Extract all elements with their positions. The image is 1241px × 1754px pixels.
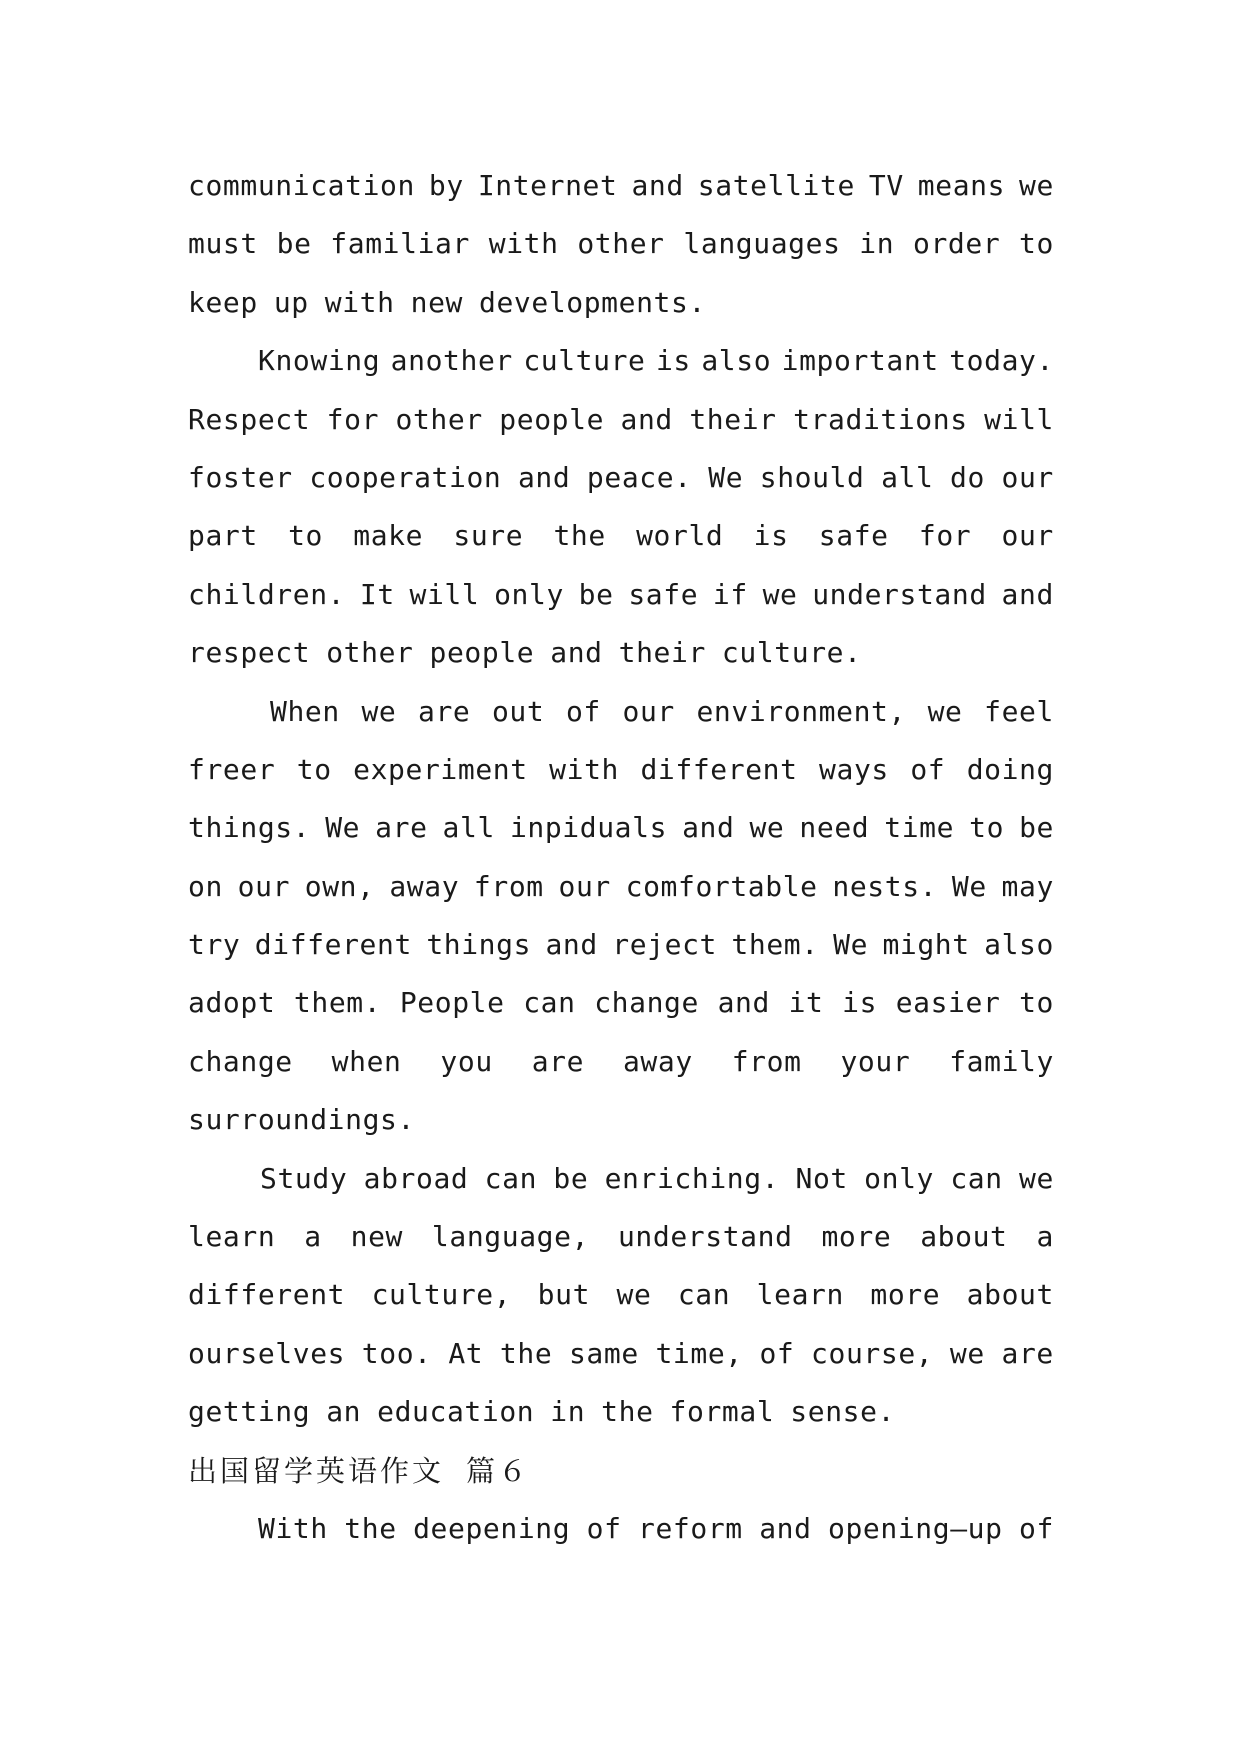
text-line bbox=[188, 741, 1054, 799]
word: a bbox=[1036, 1220, 1054, 1254]
text-line bbox=[188, 1150, 1054, 1208]
word: means bbox=[917, 169, 1006, 202]
word: languages bbox=[683, 227, 841, 261]
word: but bbox=[537, 1278, 591, 1312]
word: you bbox=[440, 1044, 493, 1078]
word: can bbox=[484, 1161, 538, 1195]
word: when bbox=[331, 1044, 402, 1078]
word: can bbox=[950, 1161, 1003, 1195]
word: reject bbox=[612, 928, 717, 962]
text-line bbox=[188, 624, 1054, 682]
word: learn bbox=[756, 1278, 844, 1312]
word: is bbox=[753, 519, 789, 553]
word: their bbox=[618, 636, 706, 670]
word: and bbox=[631, 169, 684, 202]
word: up bbox=[273, 285, 309, 319]
word: be bbox=[1019, 811, 1054, 845]
word: and bbox=[517, 460, 571, 494]
word: are bbox=[1001, 1336, 1054, 1370]
word: be bbox=[276, 227, 312, 261]
document-body bbox=[188, 157, 1054, 1558]
word: Respect bbox=[188, 402, 311, 436]
word: from bbox=[731, 1044, 802, 1078]
text-line bbox=[188, 332, 1054, 390]
word: foster bbox=[188, 460, 293, 494]
word: we bbox=[1019, 1161, 1054, 1195]
word: need bbox=[799, 811, 870, 845]
word: safe bbox=[628, 577, 699, 611]
word: safe bbox=[818, 519, 889, 553]
word: for bbox=[918, 519, 972, 553]
word: time, bbox=[655, 1336, 743, 1370]
word: nests. bbox=[832, 869, 938, 903]
word: other bbox=[577, 227, 665, 261]
word: to bbox=[296, 752, 332, 786]
word: for bbox=[326, 402, 380, 436]
word: formal bbox=[669, 1395, 775, 1429]
word: to bbox=[288, 519, 324, 553]
text-line bbox=[188, 1266, 1054, 1324]
word: getting bbox=[188, 1395, 311, 1429]
word: we bbox=[361, 694, 397, 728]
word: Study bbox=[260, 1161, 348, 1195]
text-line bbox=[188, 1383, 1054, 1441]
word: ways bbox=[819, 752, 889, 786]
word: We bbox=[325, 811, 361, 845]
word: out bbox=[491, 694, 545, 728]
word: People bbox=[399, 986, 505, 1020]
text-line bbox=[188, 215, 1054, 273]
word: traditions bbox=[793, 402, 968, 436]
word: and bbox=[682, 811, 735, 845]
word: we bbox=[749, 811, 785, 845]
word: also bbox=[984, 928, 1054, 962]
word: we bbox=[949, 1336, 985, 1370]
word: doing bbox=[966, 752, 1054, 786]
word: your bbox=[840, 1044, 911, 1078]
word: make bbox=[353, 519, 424, 553]
text-line bbox=[188, 1500, 1054, 1558]
word: from bbox=[473, 869, 544, 903]
word: all bbox=[442, 811, 495, 845]
word: comfortable bbox=[625, 869, 818, 903]
word: to bbox=[969, 811, 1005, 845]
word: be bbox=[578, 577, 614, 611]
word: with bbox=[324, 285, 395, 319]
word: culture bbox=[523, 344, 646, 378]
word: enriching. bbox=[604, 1161, 780, 1195]
word: 出国留学英语作文 bbox=[188, 1453, 445, 1488]
word: of bbox=[565, 694, 601, 728]
word: children. bbox=[188, 577, 346, 611]
word: our bbox=[622, 694, 675, 728]
text-line bbox=[188, 157, 1054, 215]
word: will bbox=[409, 577, 480, 611]
word: more bbox=[870, 1278, 941, 1312]
text-line bbox=[188, 1091, 1054, 1149]
word: deepening bbox=[413, 1511, 571, 1545]
word: We bbox=[951, 869, 987, 903]
word: the bbox=[344, 1511, 397, 1545]
word: important bbox=[781, 344, 939, 378]
word: the bbox=[499, 1336, 553, 1370]
word: try bbox=[188, 928, 241, 962]
word: different bbox=[188, 1278, 346, 1312]
word: culture. bbox=[721, 636, 862, 670]
word: are bbox=[417, 694, 471, 728]
word: With bbox=[258, 1511, 328, 1545]
word: course, bbox=[811, 1336, 934, 1370]
word: new bbox=[410, 285, 463, 319]
word: of bbox=[759, 1336, 795, 1370]
word: we bbox=[927, 694, 963, 728]
section-heading bbox=[188, 1442, 1054, 1500]
word: opening—up bbox=[828, 1511, 1003, 1545]
word: peace. bbox=[586, 460, 692, 494]
word: cooperation bbox=[309, 460, 502, 494]
word: Internet bbox=[477, 169, 618, 202]
word: away bbox=[389, 869, 460, 903]
word: in bbox=[859, 227, 895, 261]
word: ourselves bbox=[188, 1336, 346, 1370]
word: our bbox=[558, 869, 611, 903]
word: reform bbox=[638, 1511, 743, 1545]
word: respect bbox=[188, 636, 311, 670]
word: can bbox=[677, 1278, 731, 1312]
word: in bbox=[550, 1395, 586, 1429]
word: more bbox=[821, 1220, 892, 1254]
word: our bbox=[1001, 519, 1054, 553]
word: might bbox=[882, 928, 970, 962]
word: away bbox=[622, 1044, 693, 1078]
text-line bbox=[188, 683, 1054, 741]
word: if bbox=[712, 577, 748, 611]
word: adopt bbox=[188, 986, 276, 1020]
text-line bbox=[188, 391, 1054, 449]
word: with bbox=[549, 752, 619, 786]
word: and bbox=[717, 986, 770, 1020]
word: of bbox=[586, 1511, 622, 1545]
word: communication bbox=[188, 169, 415, 202]
word: today. bbox=[949, 344, 1054, 378]
word: to bbox=[1019, 227, 1054, 261]
word: familiar bbox=[330, 227, 470, 261]
word: by bbox=[428, 169, 464, 202]
word: of bbox=[910, 752, 946, 786]
word: satellite bbox=[697, 169, 855, 202]
word: We bbox=[833, 928, 869, 962]
word: about bbox=[966, 1278, 1054, 1312]
word: learn bbox=[188, 1220, 276, 1254]
word: education bbox=[377, 1395, 535, 1429]
word: At bbox=[448, 1336, 484, 1370]
word: a bbox=[304, 1220, 322, 1254]
word: is bbox=[655, 344, 691, 378]
text-line bbox=[188, 507, 1054, 565]
word: change bbox=[594, 986, 699, 1020]
word: things bbox=[426, 928, 532, 962]
word: can bbox=[523, 986, 576, 1020]
word: sure bbox=[453, 519, 524, 553]
word: on bbox=[188, 869, 223, 903]
word: order bbox=[912, 227, 1001, 261]
word: part bbox=[188, 519, 258, 553]
word: sense. bbox=[790, 1395, 896, 1429]
word: also bbox=[701, 344, 772, 378]
word: people bbox=[429, 636, 535, 670]
word: be bbox=[553, 1161, 589, 1195]
heading-gap bbox=[444, 1442, 466, 1500]
word: When bbox=[270, 694, 340, 728]
word: developments. bbox=[478, 285, 706, 319]
word: about bbox=[920, 1220, 1008, 1254]
text-line bbox=[188, 1033, 1054, 1091]
word: people bbox=[499, 402, 605, 436]
word: must bbox=[188, 227, 258, 261]
word: different bbox=[640, 752, 798, 786]
word: the bbox=[553, 519, 606, 553]
word: them. bbox=[293, 986, 382, 1020]
word: too. bbox=[361, 1336, 432, 1370]
word: are bbox=[531, 1044, 585, 1078]
text-line bbox=[188, 799, 1054, 857]
word: should bbox=[759, 460, 865, 494]
word: and bbox=[545, 928, 598, 962]
word: surroundings. bbox=[188, 1103, 415, 1137]
word: of bbox=[1019, 1511, 1054, 1545]
word: world bbox=[636, 519, 724, 553]
text-line bbox=[188, 1208, 1054, 1266]
word: abroad bbox=[363, 1161, 469, 1195]
word: is bbox=[842, 986, 878, 1020]
word: we bbox=[762, 577, 798, 611]
text-line bbox=[188, 1325, 1054, 1383]
word: 篇６ bbox=[466, 1453, 531, 1488]
word: language, bbox=[431, 1220, 590, 1254]
word: only bbox=[864, 1161, 935, 1195]
word: change bbox=[188, 1044, 293, 1078]
word: Knowing bbox=[258, 344, 381, 378]
word: do bbox=[950, 460, 985, 494]
word: different bbox=[254, 928, 412, 962]
word: their bbox=[689, 402, 777, 436]
word: with bbox=[488, 227, 559, 261]
word: we bbox=[616, 1278, 652, 1312]
word: the bbox=[601, 1395, 654, 1429]
text-line bbox=[188, 449, 1054, 507]
word: things. bbox=[188, 811, 311, 845]
word: may bbox=[1001, 869, 1054, 903]
word: culture, bbox=[371, 1278, 512, 1312]
word: It bbox=[359, 577, 395, 611]
word: other bbox=[395, 402, 483, 436]
text-line bbox=[188, 974, 1054, 1032]
word: We bbox=[708, 460, 744, 494]
word: an bbox=[326, 1395, 362, 1429]
word: only bbox=[494, 577, 564, 611]
word: inpiduals bbox=[509, 811, 668, 845]
word: easier bbox=[895, 986, 1001, 1020]
word: our bbox=[237, 869, 291, 903]
word: new bbox=[350, 1220, 403, 1254]
word: understand bbox=[812, 577, 987, 611]
text-line bbox=[188, 274, 1054, 332]
word: will bbox=[984, 402, 1054, 436]
word: experiment bbox=[353, 752, 528, 786]
word: and bbox=[620, 402, 673, 436]
word: environment, bbox=[696, 694, 906, 728]
word: other bbox=[326, 636, 414, 670]
word: family bbox=[949, 1044, 1054, 1078]
word: all bbox=[881, 460, 934, 494]
word: feel bbox=[984, 694, 1054, 728]
text-line bbox=[188, 858, 1054, 916]
word: them. bbox=[731, 928, 819, 962]
word: keep bbox=[188, 285, 258, 319]
word: it bbox=[788, 986, 824, 1020]
word: our bbox=[1001, 460, 1054, 494]
word: to bbox=[1019, 986, 1054, 1020]
text-line bbox=[188, 566, 1054, 624]
word: own, bbox=[304, 869, 375, 903]
word: are bbox=[375, 811, 428, 845]
word: we bbox=[1019, 169, 1054, 202]
word: understand bbox=[617, 1220, 793, 1254]
word: and bbox=[1001, 577, 1054, 611]
word: time bbox=[884, 811, 955, 845]
text-line bbox=[188, 916, 1054, 974]
word: TV bbox=[868, 169, 904, 202]
word: and bbox=[759, 1511, 812, 1545]
word: same bbox=[568, 1336, 639, 1370]
word: Not bbox=[795, 1161, 848, 1195]
word: and bbox=[550, 636, 603, 670]
word: freer bbox=[188, 752, 276, 786]
word: another bbox=[390, 344, 513, 378]
